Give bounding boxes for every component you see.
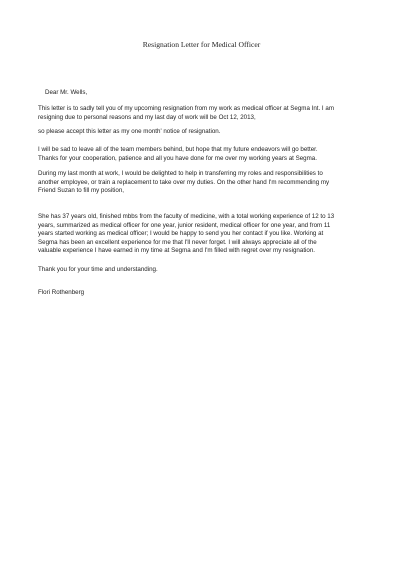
signature-name: Flori Rothenberg	[38, 289, 85, 296]
paragraph-line: She has 37 years old, finished mbbs from the faculty of medicine, with a total working experience of 12 to 13	[38, 213, 335, 220]
paragraph-line: This letter is to sadly tell you of my upcoming resignation from my work as medical officer at Segma Int. I am	[38, 105, 334, 112]
paragraph-notice-period: so please accept this letter as my one month' notice of resignation.	[38, 128, 221, 135]
closing-line: Thank you for your time and understanding.	[38, 266, 158, 273]
paragraph-transition	[38, 170, 368, 196]
page-title: Resignation Letter for Medical Officer	[142, 40, 261, 49]
salutation: Dear Mr. Wells,	[45, 89, 88, 96]
paragraph-line: another employee, or train a replacement to take over my duties. On the other hand I'm recommending my	[38, 178, 330, 186]
paragraph-thanks	[38, 146, 368, 163]
paragraph-line: Segma has been an excellent experience for me that I'll never forget. I will always appreciate all of the	[38, 238, 317, 246]
paragraph-resignation-notice	[38, 105, 368, 122]
paragraph-line: I will be sad to leave all of the team members behind, but hope that my future endeavors will go better.	[38, 146, 318, 153]
paragraph-line: years, summarized as medical officer for one year, junior resident, medical officer for one year, and from 11	[38, 221, 331, 229]
paragraph-line: resigning due to personal reasons and my last day of work will be Oct 12, 2013,	[38, 113, 256, 121]
paragraph-recommendation	[38, 213, 368, 256]
paragraph-line: Thanks for your cooperation, patience and all you have done for me over my working years at Segma.	[38, 154, 317, 162]
paragraph-line: valuable experience I have earned in my time at Segma and I'm filled with regret over my resignation.	[38, 247, 316, 254]
paragraph-line: years started working as medical officer; I would be happy to send you her contact if you like. Working at	[38, 230, 324, 237]
paragraph-line: During my last month at work, I would be delighted to help in transferring my roles and responsibilities to	[38, 170, 323, 177]
paragraph-line: Friend Suzan to fill my position,	[38, 187, 124, 194]
